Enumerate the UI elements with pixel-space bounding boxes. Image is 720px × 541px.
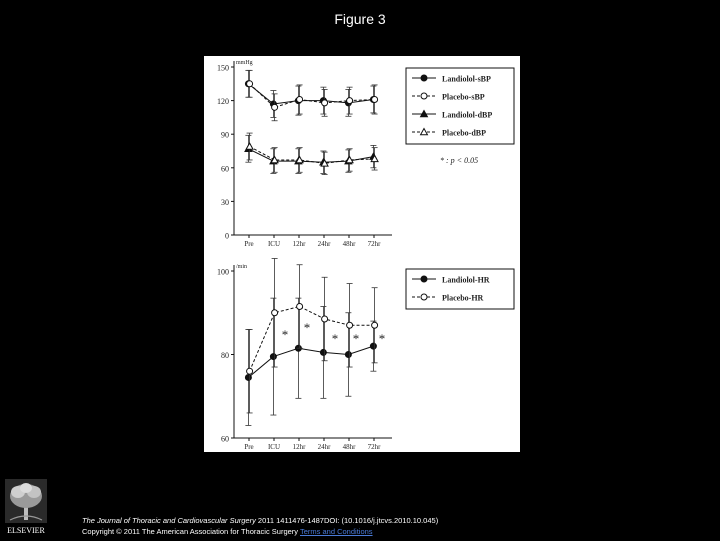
significance-star: * — [303, 320, 311, 335]
y-tick-label: 150 — [217, 63, 229, 73]
data-point — [322, 100, 328, 106]
figure-svg — [204, 56, 520, 452]
data-point — [297, 96, 303, 102]
data-point — [245, 374, 251, 380]
copyright-text: Copyright © 2011 The American Association for Thoracic Surgery — [82, 527, 300, 536]
slide-title: Figure 3 — [334, 11, 386, 27]
data-point — [322, 316, 328, 322]
y-tick-label: 100 — [217, 267, 229, 277]
y-tick-label: 80 — [221, 351, 229, 360]
series-placebo-sbp — [247, 70, 378, 120]
significance-star: * — [352, 331, 360, 346]
x-tick-label: 48hr — [342, 240, 356, 248]
series-landiolol-hr — [245, 298, 376, 425]
data-point — [320, 349, 326, 355]
legend-label: Placebo-dBP — [442, 128, 486, 138]
significance-note: * : p < 0.05 — [440, 156, 479, 165]
doi-reference: 2011 1411476-1487DOI: (10.1016/j.jtcvs.2010.10.045) — [255, 516, 439, 525]
x-tick-label: 48hr — [342, 443, 356, 451]
x-tick-label: 12hr — [292, 443, 306, 451]
legend-swatch-marker — [421, 93, 427, 99]
series-landiolol-sbp — [245, 70, 376, 117]
x-tick-label: ICU — [267, 240, 281, 248]
legend-label: Placebo-sBP — [442, 92, 485, 102]
series-line — [248, 346, 373, 377]
data-point — [272, 310, 278, 316]
tree-icon — [5, 479, 47, 523]
x-tick-label: Pre — [244, 240, 254, 248]
terms-link[interactable]: Terms and Conditions — [300, 527, 373, 536]
data-point — [247, 81, 253, 87]
y-tick-label: 30 — [221, 197, 229, 207]
y-unit-label: mmHg — [236, 60, 253, 66]
copyright-line — [82, 526, 712, 537]
legend — [406, 68, 514, 144]
significance-star: * — [281, 327, 289, 342]
legend-label: Landiolol-sBP — [442, 74, 491, 84]
x-tick-label: ICU — [267, 443, 281, 451]
figure-panel — [204, 56, 520, 452]
data-point — [347, 322, 353, 328]
data-point — [370, 343, 376, 349]
citation-line — [82, 515, 712, 526]
series-line — [250, 147, 375, 164]
y-tick-label: 90 — [221, 130, 229, 140]
hr-chart — [217, 258, 514, 451]
publisher-logo — [4, 478, 48, 536]
y-tick-label: 0 — [225, 231, 229, 241]
y-tick-label: 120 — [217, 97, 229, 107]
legend-swatch-marker — [421, 276, 427, 282]
y-tick-label: 60 — [221, 434, 229, 444]
x-tick-label: 24hr — [317, 240, 331, 248]
series-line — [248, 149, 373, 162]
data-point — [246, 143, 253, 149]
bp-chart — [217, 60, 514, 248]
significance-star: * — [378, 331, 386, 346]
elsevier-wordmark: ELSEVIER — [7, 526, 45, 535]
legend-swatch-marker — [421, 75, 427, 81]
x-tick-label: 12hr — [292, 240, 306, 248]
data-point — [372, 96, 378, 102]
x-tick-label: Pre — [244, 443, 254, 451]
series-line — [250, 84, 375, 108]
citation — [82, 515, 712, 537]
legend-label: Placebo-HR — [442, 293, 484, 303]
x-tick-label: 72hr — [367, 240, 381, 248]
data-point — [345, 352, 351, 358]
series-placebo-dbp — [246, 133, 378, 174]
y-unit-label: /min — [236, 264, 248, 270]
x-tick-label: 24hr — [317, 443, 331, 451]
legend — [406, 269, 514, 309]
data-point — [372, 322, 378, 328]
data-point — [247, 368, 253, 374]
data-point — [297, 303, 303, 309]
legend-label: Landiolol-dBP — [442, 110, 493, 120]
data-point — [270, 354, 276, 360]
legend-swatch-marker — [421, 294, 427, 300]
y-tick-label: 60 — [221, 164, 229, 174]
journal-name: The Journal of Thoracic and Cardiovascular Surgery — [82, 516, 256, 525]
data-point — [272, 104, 278, 110]
legend-label: Landiolol-HR — [442, 275, 490, 285]
significance-star: * — [331, 331, 339, 346]
x-tick-label: 72hr — [367, 443, 381, 451]
data-point — [347, 98, 353, 104]
